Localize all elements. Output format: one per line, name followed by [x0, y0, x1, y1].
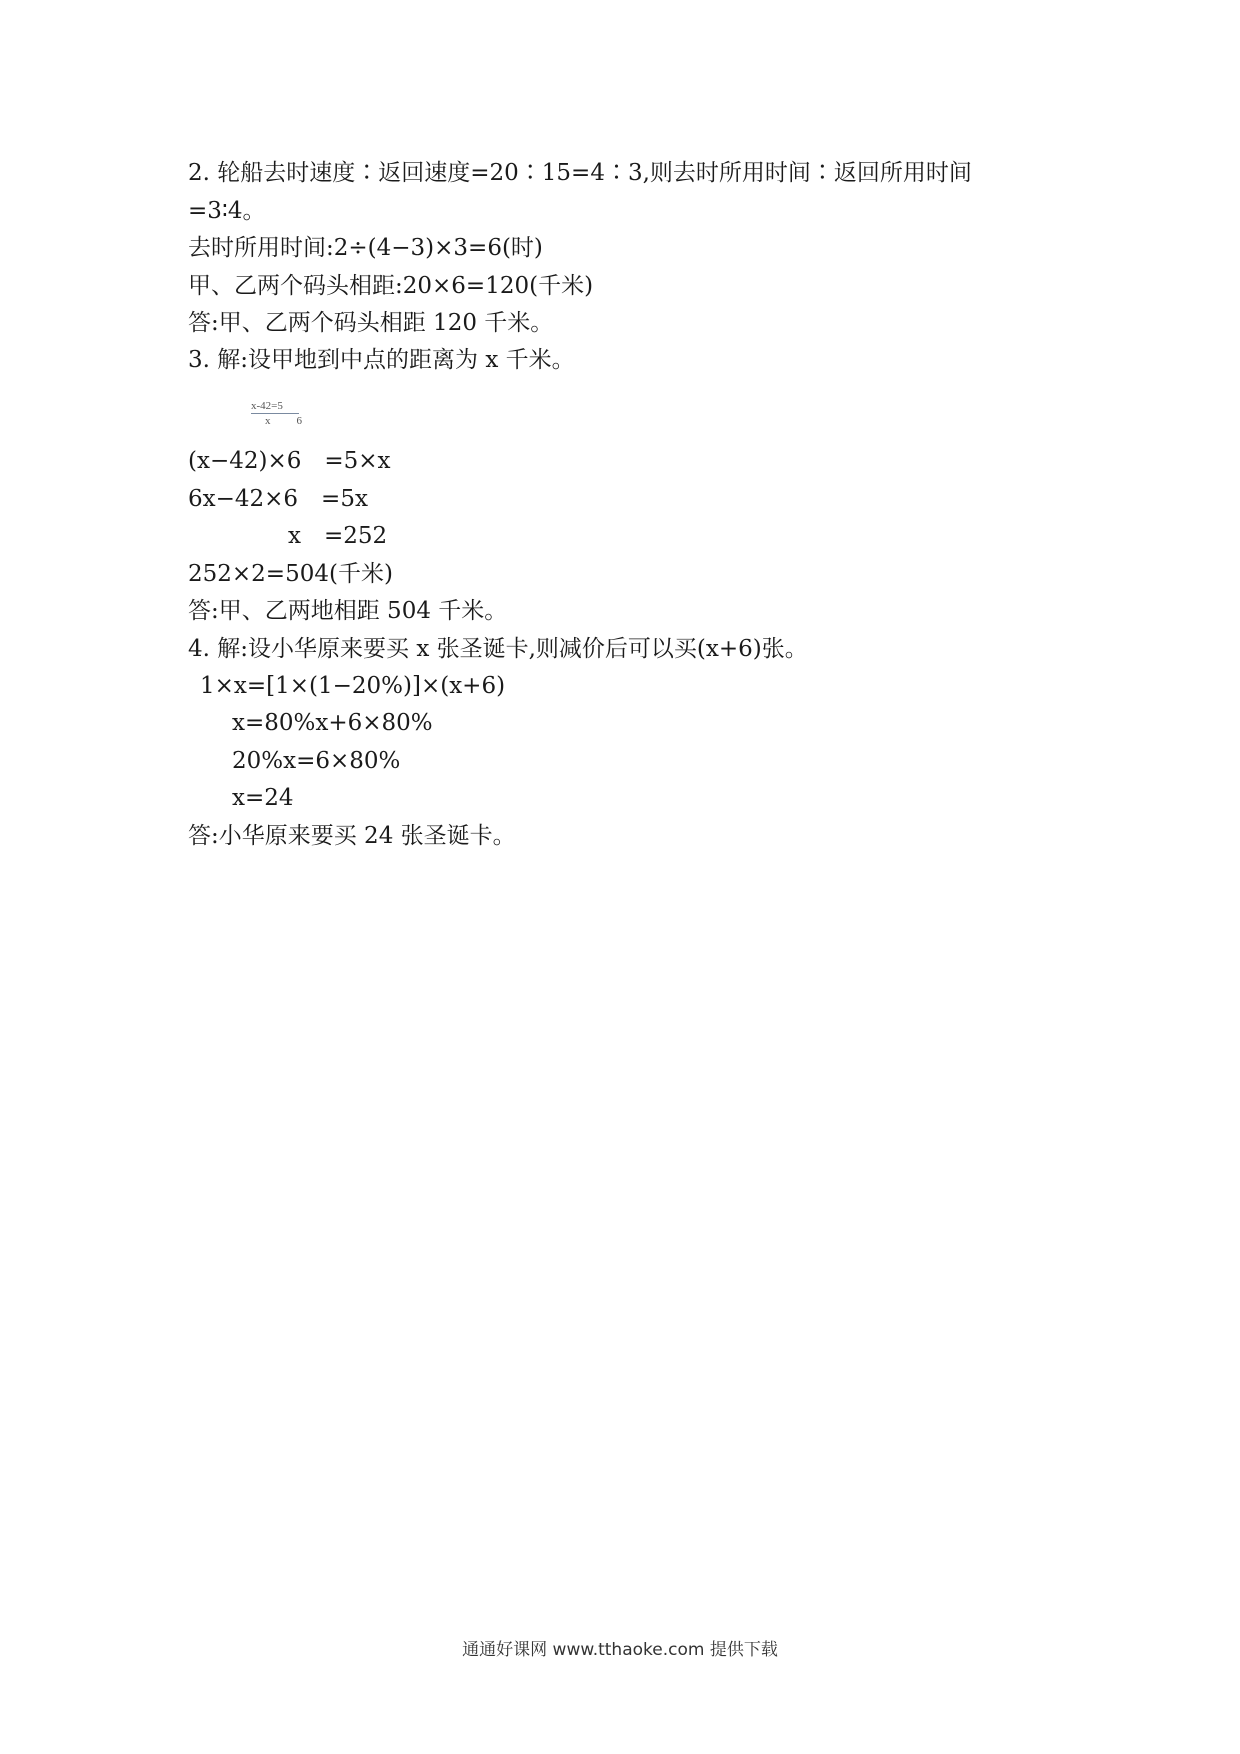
fraction-bar: [251, 413, 299, 414]
answer-line: 2. 轮船去时速度∶返回速度=20∶15=4∶3,则去时所用时间∶返回所用时间: [188, 160, 972, 186]
answer-line: x=80%x+6×80%: [232, 710, 433, 736]
answer-line: 答:甲、乙两地相距 504 千米。: [188, 598, 508, 624]
fraction-numerator: x-42=5: [251, 400, 283, 412]
answer-line: 20%x=6×80%: [232, 748, 401, 774]
page-footer: 通通好课网 www.tthaoke.com 提供下载: [462, 1640, 778, 1660]
equation-fraction: [251, 400, 301, 430]
fraction-denominator: x 6: [265, 415, 302, 427]
answer-line: 答:甲、乙两个码头相距 120 千米。: [188, 310, 554, 336]
answer-line: 甲、乙两个码头相距:20×6=120(千米): [188, 273, 594, 299]
answer-line: (x−42)×6 =5×x: [188, 448, 391, 474]
answer-line: 1×x=[1×(1−20%)]×(x+6): [200, 673, 506, 699]
answer-line: 4. 解:设小华原来要买 x 张圣诞卡,则减价后可以买(x+6)张。: [188, 636, 808, 662]
answer-line: x=24: [232, 785, 294, 811]
answer-line: 252×2=504(千米): [188, 561, 393, 587]
answer-line: =3∶4。: [188, 198, 266, 224]
answer-line: 3. 解:设甲地到中点的距离为 x 千米。: [188, 347, 575, 373]
answer-line: 去时所用时间:2÷(4−3)×3=6(时): [188, 235, 543, 261]
answer-line: x =252: [288, 523, 388, 549]
answer-line: 6x−42×6 =5x: [188, 486, 368, 512]
answer-line: 答:小华原来要买 24 张圣诞卡。: [188, 823, 516, 849]
